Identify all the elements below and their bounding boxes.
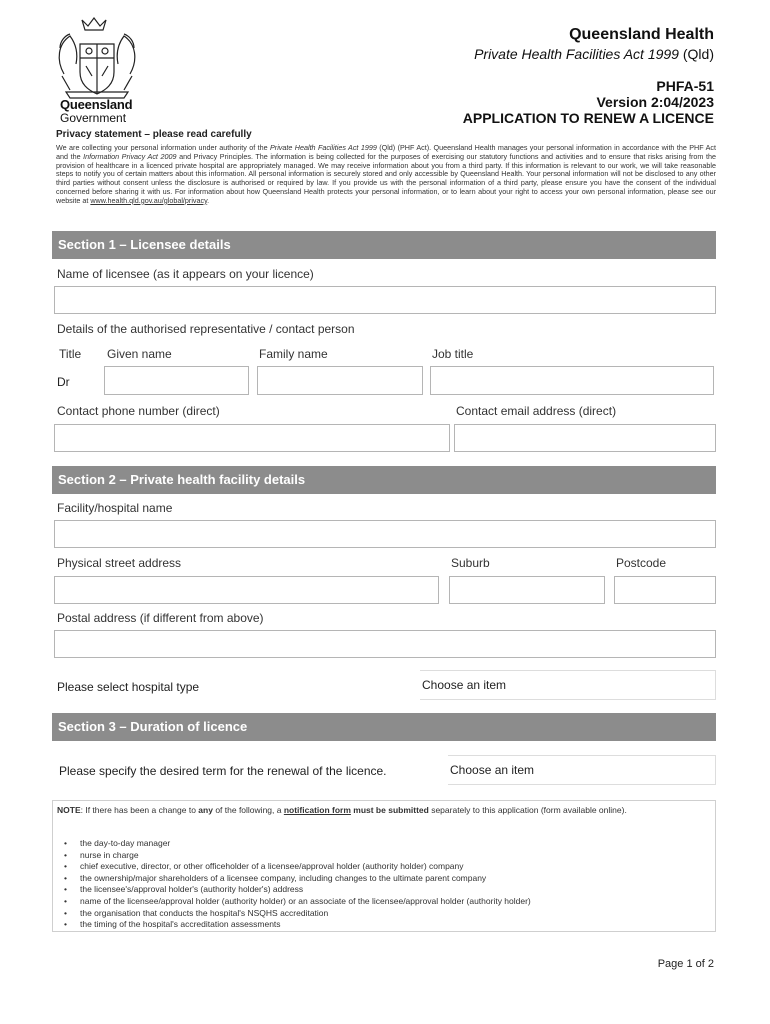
licence-term-label: Please specify the desired term for the renewal of the licence. bbox=[59, 764, 387, 778]
logo-government-text: Government bbox=[60, 111, 127, 125]
postcode-input[interactable] bbox=[614, 576, 716, 604]
privacy-heading: Privacy statement – please read carefully bbox=[56, 129, 252, 140]
page-number: Page 1 of 2 bbox=[657, 958, 714, 970]
logo-state-text: Queensland bbox=[60, 97, 133, 112]
title-label: Title bbox=[59, 347, 82, 361]
note-lead: NOTE bbox=[57, 805, 81, 815]
act-title bbox=[474, 46, 714, 62]
notification-form-link[interactable]: notification form bbox=[283, 805, 351, 815]
list-item: • the timing of the hospital's accreditation assessments bbox=[64, 919, 531, 931]
postal-address-label: Postal address (if different from above) bbox=[57, 611, 264, 625]
form-code: PHFA-51 bbox=[656, 78, 714, 94]
privacy-text-2: (Qld) (PHF Act). Queensland Health manages your personal information in accordance with the PHF Act and the bbox=[56, 143, 716, 161]
email-input[interactable] bbox=[454, 424, 716, 452]
list-item: • the ownership/major shareholders of a licensee company, including changes to the ultimate parent company bbox=[64, 873, 531, 885]
phone-input[interactable] bbox=[54, 424, 450, 452]
hospital-type-dropdown[interactable]: Choose an item bbox=[420, 670, 716, 700]
facility-name-input[interactable] bbox=[54, 520, 716, 548]
privacy-ipa-name: Information Privacy Act 2009 bbox=[83, 151, 177, 161]
postal-address-input[interactable] bbox=[54, 630, 716, 658]
family-name-input[interactable] bbox=[257, 366, 423, 395]
act-jurisdiction: (Qld) bbox=[682, 46, 714, 62]
section-2-header: Section 2 – Private health facility details bbox=[52, 466, 716, 494]
act-name: Private Health Facilities Act 1999 bbox=[474, 46, 679, 62]
privacy-link[interactable]: www.health.qld.gov.au/global/privacy bbox=[90, 195, 208, 205]
note-text bbox=[57, 805, 707, 816]
list-item: • name of the licensee/approval holder (authority holder) or an associate of the licensee/approval holder (authority holder) bbox=[64, 896, 531, 908]
privacy-text-1: We are collecting your personal information under authority of the bbox=[56, 143, 271, 152]
note-any: any bbox=[198, 805, 213, 815]
org-name: Queensland Health bbox=[569, 26, 714, 43]
hospital-type-label: Please select hospital type bbox=[57, 680, 200, 694]
given-name-input[interactable] bbox=[104, 366, 249, 395]
section-1-header: Section 1 – Licensee details bbox=[52, 231, 716, 259]
suburb-label: Suburb bbox=[451, 556, 490, 570]
list-item: • nurse in charge bbox=[64, 850, 531, 862]
note-text-3: separately to this application (form available online). bbox=[428, 805, 627, 815]
list-item: • chief executive, director, or other officeholder of a licensee/approval holder (authority holder) company bbox=[64, 861, 531, 873]
email-label: Contact email address (direct) bbox=[456, 404, 617, 418]
privacy-act-name: Private Health Facilities Act 1999 bbox=[270, 143, 377, 152]
title-value[interactable]: Dr bbox=[57, 375, 70, 389]
privacy-text-4: . bbox=[207, 195, 210, 205]
privacy-text-3: and Privacy Principles. The information is being collected for the purposes of exercising our statutory functions and activities and to ensure that risks arising from the provision of healthcare in a licenced private hospital are appropriately managed. We may receive information about you from a third party. If this information is relevant to our work, we will take reasonable steps to notify you of certain matters about this information. All personal information is securely stored and only accessible by Queensland Health. Your personal information will not be disclosed to any other third parties without consent unless the disclosure is authorised or required by law. If you provide us with the personal information of a third party, please ensure you have the consent of the individual concerned before sharing it with us. For information about how Queensland Health protects your personal information, or to learn about your right to access your own personal information, please see our website at bbox=[56, 151, 716, 205]
licensee-name-input[interactable] bbox=[54, 286, 716, 314]
street-address-label: Physical street address bbox=[57, 556, 182, 570]
form-version: Version 2:04/2023 bbox=[596, 94, 714, 110]
suburb-input[interactable] bbox=[449, 576, 605, 604]
note-text-2: of the following, a bbox=[212, 805, 284, 815]
licensee-name-label: Name of licensee (as it appears on your licence) bbox=[57, 267, 314, 281]
job-title-input[interactable] bbox=[430, 366, 714, 395]
list-item: • the day-to-day manager bbox=[64, 838, 531, 850]
note-text-1: : If there has been a change to bbox=[80, 805, 199, 815]
note-list bbox=[64, 838, 531, 931]
section-3-header: Section 3 – Duration of licence bbox=[52, 713, 716, 741]
postcode-label: Postcode bbox=[616, 556, 667, 570]
list-item: • the licensee's/approval holder's (authority holder's) address bbox=[64, 884, 531, 896]
list-item: • the organisation that conducts the hospital's NSQHS accreditation bbox=[64, 908, 531, 920]
form-title: APPLICATION TO RENEW A LICENCE bbox=[462, 110, 714, 126]
rep-label: Details of the authorised representative / contact person bbox=[57, 322, 355, 336]
street-address-input[interactable] bbox=[54, 576, 439, 604]
phone-label: Contact phone number (direct) bbox=[57, 404, 220, 418]
given-name-label: Given name bbox=[107, 347, 172, 361]
privacy-statement bbox=[56, 144, 716, 206]
note-must: must be submitted bbox=[350, 805, 429, 815]
family-name-label: Family name bbox=[259, 347, 328, 361]
job-title-label: Job title bbox=[432, 347, 474, 361]
licence-term-dropdown[interactable]: Choose an item bbox=[448, 755, 716, 785]
facility-name-label: Facility/hospital name bbox=[57, 501, 173, 515]
